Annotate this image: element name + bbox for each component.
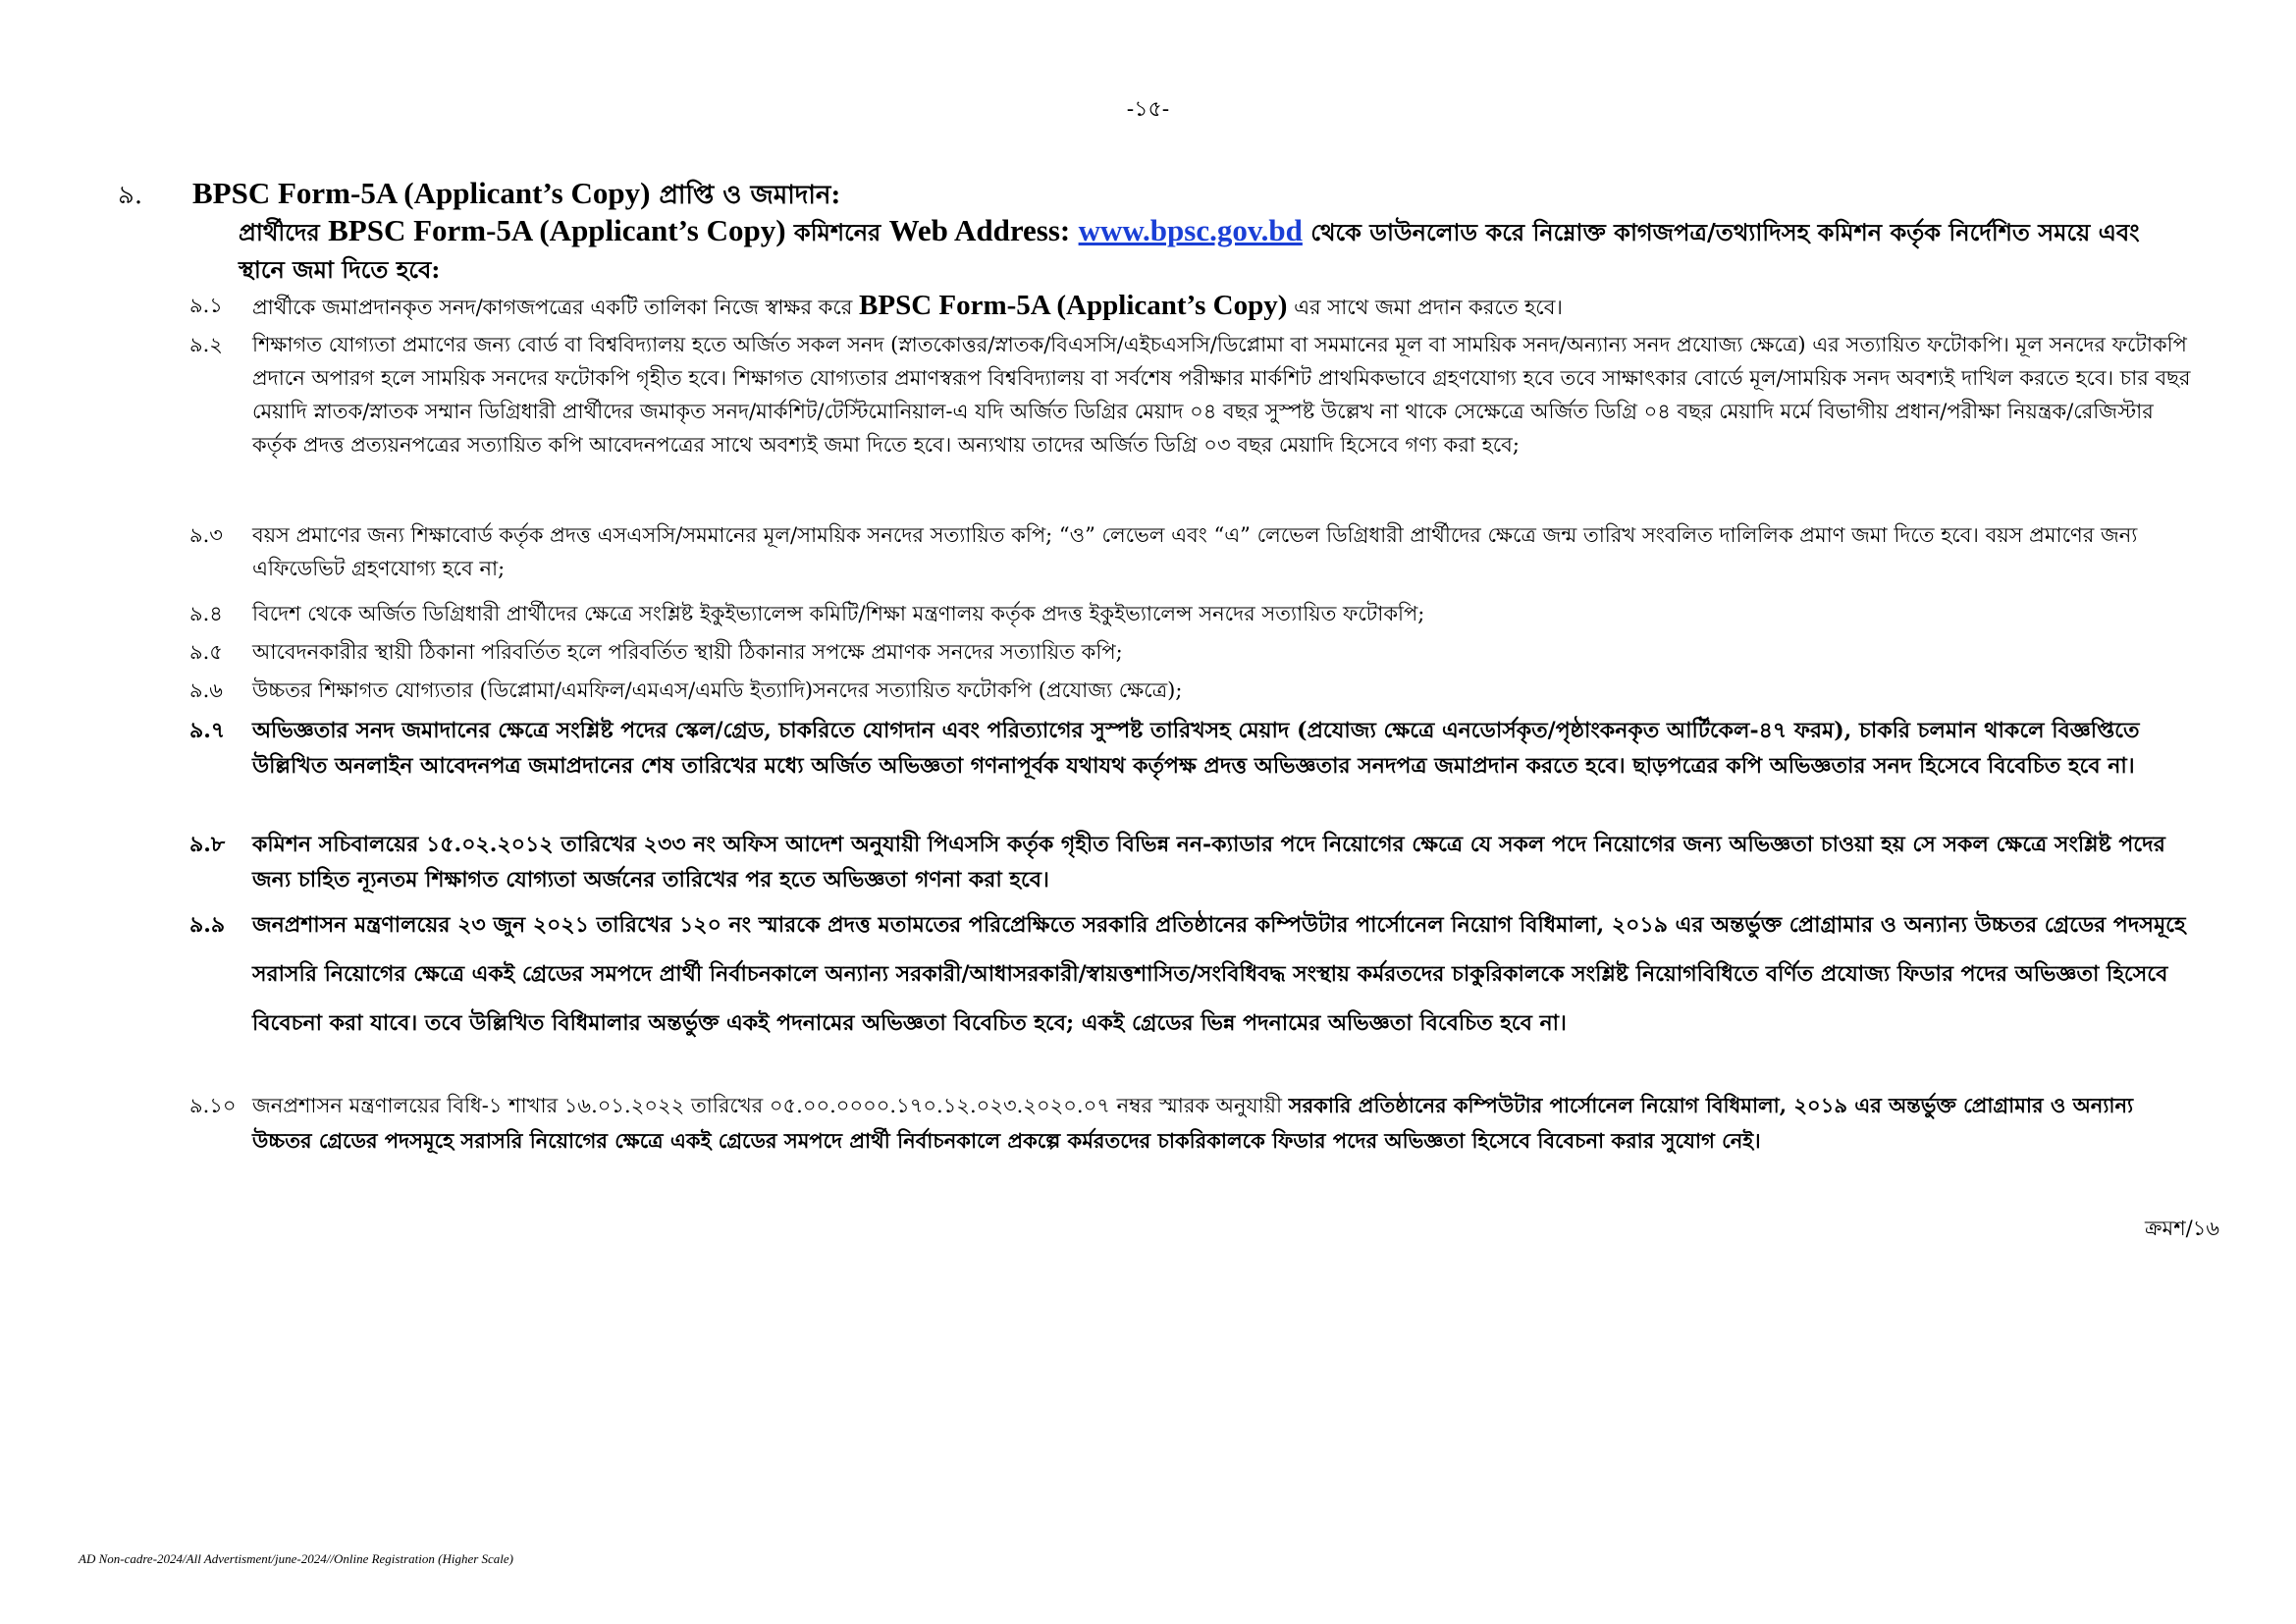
item-number: ৯.৬ bbox=[189, 678, 223, 702]
intro-text-3: থেকে ডাউনলোড করে নিম্নোক্ত কাগজপত্র/তথ্যাদিসহ কমিশন কর্তৃক নির্দেশিত সময়ে এবং স্থানে জমা দিতে হবে: bbox=[239, 218, 2140, 284]
section-title-form: BPSC Form-5A (Applicant’s Copy) bbox=[192, 176, 651, 210]
item-text: কমিশন সচিবালয়ের ১৫.০২.২০১২ তারিখের ২৩৩ নং অফিস আদেশ অনুযায়ী পিএসসি কর্তৃক গৃহীত বিভিন্ন নন-ক্যাডার পদে নিয়োগের ক্ষেত্রে যে সকল পদে নিয়োগের জন্য অভিজ্ঞতা চাওয়া হয় সে সকল ক্ষেত্রে সংশ্লিষ্ট পদের জন্য চাহিত ন্যূনতম শিক্ষাগত যোগ্যতা অর্জনের তারিখের পর হতে অভিজ্ঞতা গণনা করা হবে। bbox=[252, 832, 2165, 893]
page-number: -১৫- bbox=[1126, 97, 1170, 122]
intro-text-1: প্রার্থীদের bbox=[239, 218, 329, 246]
list-item-9-3 bbox=[189, 518, 2192, 587]
list-item-9-7 bbox=[189, 713, 2192, 821]
item-text-pre: জনপ্রশাসন মন্ত্রণালয়ের বিধি-১ শাখার ১৬.০১.২০২২ তারিখের ০৫.০০.০০০০.১৭০.১২.০২৩.২০২০.০৭ নম্বর স্মারক অনুযায়ী bbox=[252, 1094, 1289, 1117]
list-item-9-4 bbox=[189, 597, 2192, 630]
section-intro bbox=[239, 212, 2182, 289]
item-text: আবেদনকারীর স্থায়ী ঠিকানা পরিবর্তিত হলে পরিবর্তিত স্থায়ী ঠিকানার সপক্ষে প্রমাণক সনদের সত্যায়িত কপি; bbox=[252, 640, 1123, 664]
item-number: ৯.৮ bbox=[189, 832, 226, 857]
item-text: বিদেশ থেকে অর্জিত ডিগ্রিধারী প্রার্থীদের ক্ষেত্রে সংশ্লিষ্ট ইকুইভ্যালেন্স কমিটি/শিক্ষা মন্ত্রণালয় কর্তৃক প্রদত্ত ইকুইভ্যালেন্স সনদের সত্যায়িত ফটোকপি; bbox=[252, 602, 1425, 625]
list-item-9-2 bbox=[189, 328, 2192, 500]
item-text bbox=[252, 1088, 2192, 1159]
continued-marker: ক্রমশ/১৬ bbox=[2144, 1217, 2219, 1240]
list-item-9-1 bbox=[189, 289, 2192, 324]
item-number: ৯.৭ bbox=[189, 718, 226, 743]
item-text: উচ্চতর শিক্ষাগত যোগ্যতার (ডিপ্লোমা/এমফিল/এমএস/এমডি ইত্যাদি)সনদের সত্যায়িত ফটোকপি (প্রযোজ্য ক্ষেত্রে); bbox=[252, 678, 1183, 702]
list-item-9-10 bbox=[189, 1088, 2192, 1198]
item-text: জনপ্রশাসন মন্ত্রণালয়ের ২৩ জুন ২০২১ তারিখের ১২০ নং স্মারকে প্রদত্ত মতামতের পরিপ্রেক্ষিতে সরকারি প্রতিষ্ঠানের কম্পিউটার পার্সোনেল নিয়োগ বিধিমালা, ২০১৯ এর অন্তর্ভুক্ত প্রোগ্রামার ও অন্যান্য উচ্চতর গ্রেডের পদসমূহে সরাসরি নিয়োগের ক্ষেত্রে একই গ্রেডের সমপদে প্রার্থী নির্বাচনকালে অন্যান্য সরকারী/আধাসরকারী/স্বায়ত্তশাসিত/সংবিধিবদ্ধ সংস্থায় কর্মরতদের চাকুরিকালকে সংশ্লিষ্ট নিয়োগবিধিতে বর্ণিত প্রযোজ্য ফিডার পদের অভিজ্ঞতা হিসেবে বিবেচনা করা যাবে। তবে উল্লিখিত বিধিমালার অন্তর্ভুক্ত একই পদনামের অভিজ্ঞতা বিবেচিত হবে; একই গ্রেডের ভিন্ন পদনামের অভিজ্ঞতা বিবেচিত হবে না। bbox=[252, 912, 2186, 1036]
intro-text-2: কমিশনের bbox=[785, 218, 889, 246]
item-text: শিক্ষাগত যোগ্যতা প্রমাণের জন্য বোর্ড বা বিশ্ববিদ্যালয় হতে অর্জিত সকল সনদ (স্নাতকোত্তর/স্নাতক/বিএসসি/এইচএসসি/ডিপ্লোমা বা সমমানের মূল বা সাময়িক সনদ/অন্যান্য সনদ প্রযোজ্য ক্ষেত্রে) এর সত্যায়িত ফটোকপি। মূল সনদের ফটোকপি প্রদানে অপারগ হলে সাময়িক সনদের ফটোকপি গৃহীত হবে। শিক্ষাগত যোগ্যতার প্রমাণস্বরূপ বিশ্ববিদ্যালয় বা সর্বশেষ পরীক্ষার মার্কশিট প্রাথমিকভাবে গ্রহণযোগ্য হবে তবে সাক্ষাৎকার বোর্ডে মূল/সাময়িক সনদ অবশ্যই দাখিল করতে হবে। চার বছর মেয়াদি স্নাতক/স্নাতক সম্মান ডিগ্রিধারী প্রার্থীদের জমাকৃত সনদ/মার্কশিট/টেস্টিমোনিয়াল-এ যদি অর্জিত ডিগ্রির মেয়াদ ০৪ বছর সুস্পষ্ট উল্লেখ না থাকে সেক্ষেত্রে অর্জিত ডিগ্রি ০৪ বছর মেয়াদি মর্মে বিভাগীয় প্রধান/পরীক্ষা নিয়ন্ত্রক/রেজিস্টার কর্তৃক প্রদত্ত প্রত্যয়নপত্রের সত্যায়িত কপি আবেদনপত্রের সাথে অবশ্যই জমা দিতে হবে। অন্যথায় তাদের অর্জিত ডিগ্রি ০৩ বছর মেয়াদি হিসেবে গণ্য করা হবে; bbox=[252, 333, 2191, 457]
item-number: ৯.৫ bbox=[189, 640, 223, 664]
item-form-name: BPSC Form-5A (Applicant’s Copy) bbox=[859, 290, 1288, 321]
list-item-9-8 bbox=[189, 827, 2192, 899]
item-number: ৯.১ bbox=[189, 294, 223, 317]
item-text: অভিজ্ঞতার সনদ জমাদানের ক্ষেত্রে সংশ্লিষ্ট পদের স্কেল/গ্রেড, চাকরিতে যোগদান এবং পরিত্যাগের সুস্পষ্ট তারিখসহ মেয়াদ (প্রযোজ্য ক্ষেত্রে এনডোর্সকৃত/পৃষ্ঠাংকনকৃত আর্টিকেল-৪৭ ফরম), চাকরি চলমান থাকলে বিজ্ঞপ্তিতে উল্লিখিত অনলাইন আবেদনপত্র জমাপ্রদানের শেষ তারিখের মধ্যে অর্জিত অভিজ্ঞতা গণনাপূর্বক যথাযথ কর্তৃপক্ষ প্রদত্ত অভিজ্ঞতার সনদপত্র জমাপ্রদান করতে হবে। ছাড়পত্রের কপি অভিজ্ঞতার সনদ হিসেবে বিবেচিত হবে না। bbox=[252, 718, 2140, 779]
item-number: ৯.১০ bbox=[189, 1094, 237, 1117]
intro-form-name: BPSC Form-5A (Applicant’s Copy) bbox=[328, 213, 786, 247]
item-number: ৯.৪ bbox=[189, 602, 223, 625]
item-text: বয়স প্রমাণের জন্য শিক্ষাবোর্ড কর্তৃক প্রদত্ত এসএসসি/সমমানের মূল/সাময়িক সনদের সত্যায়িত কপি; “ও” লেভেল এবং “এ” লেভেল ডিগ্রিধারী প্রার্থীদের ক্ষেত্রে জন্ম তারিখ সংবলিত দালিলিক প্রমাণ জমা দিতে হবে। বয়স প্রমাণের জন্য এফিডেভিট গ্রহণযোগ্য হবে না; bbox=[252, 523, 2138, 580]
item-text-post: এর সাথে জমা প্রদান করতে হবে। bbox=[1287, 296, 1563, 319]
bpsc-website-link[interactable]: www.bpsc.gov.bd bbox=[1078, 213, 1303, 247]
item-number: ৯.৩ bbox=[189, 523, 223, 547]
section-number: ৯. bbox=[118, 181, 143, 210]
list-item-9-5 bbox=[189, 635, 2192, 669]
section-title-text: প্রাপ্তি ও জমাদান: bbox=[650, 181, 841, 210]
item-number: ৯.২ bbox=[189, 333, 223, 356]
intro-web-label: Web Address: bbox=[888, 213, 1071, 247]
item-text-bold: সরকারি প্রতিষ্ঠানের কম্পিউটার পার্সোনেল নিয়োগ বিধিমালা, ২০১৯ এর অন্তর্ভুক্ত প্রোগ্রামার ও অন্যান্য উচ্চতর গ্রেডের পদসমূহে সরাসরি নিয়োগের ক্ষেত্রে একই গ্রেডের সমপদে প্রার্থী নির্বাচনকালে প্রকল্পে কর্মরতদের চাকরিকালকে ফিডার পদের অভিজ্ঞতা হিসেবে বিবেচনা করার সুযোগ নেই। bbox=[252, 1093, 2134, 1153]
list-item-9-9 bbox=[189, 900, 2192, 1085]
footer-path: AD Non-cadre-2024/All Advertisment/june-2024//Online Registration (Higher Scale) bbox=[79, 1551, 514, 1566]
item-text-pre: প্রার্থীকে জমাপ্রদানকৃত সনদ/কাগজপত্রের একটি তালিকা নিজে স্বাক্ষর করে bbox=[252, 296, 860, 319]
item-number: ৯.৯ bbox=[189, 912, 226, 938]
item-text bbox=[252, 289, 2192, 324]
list-item-9-6 bbox=[189, 674, 2192, 707]
